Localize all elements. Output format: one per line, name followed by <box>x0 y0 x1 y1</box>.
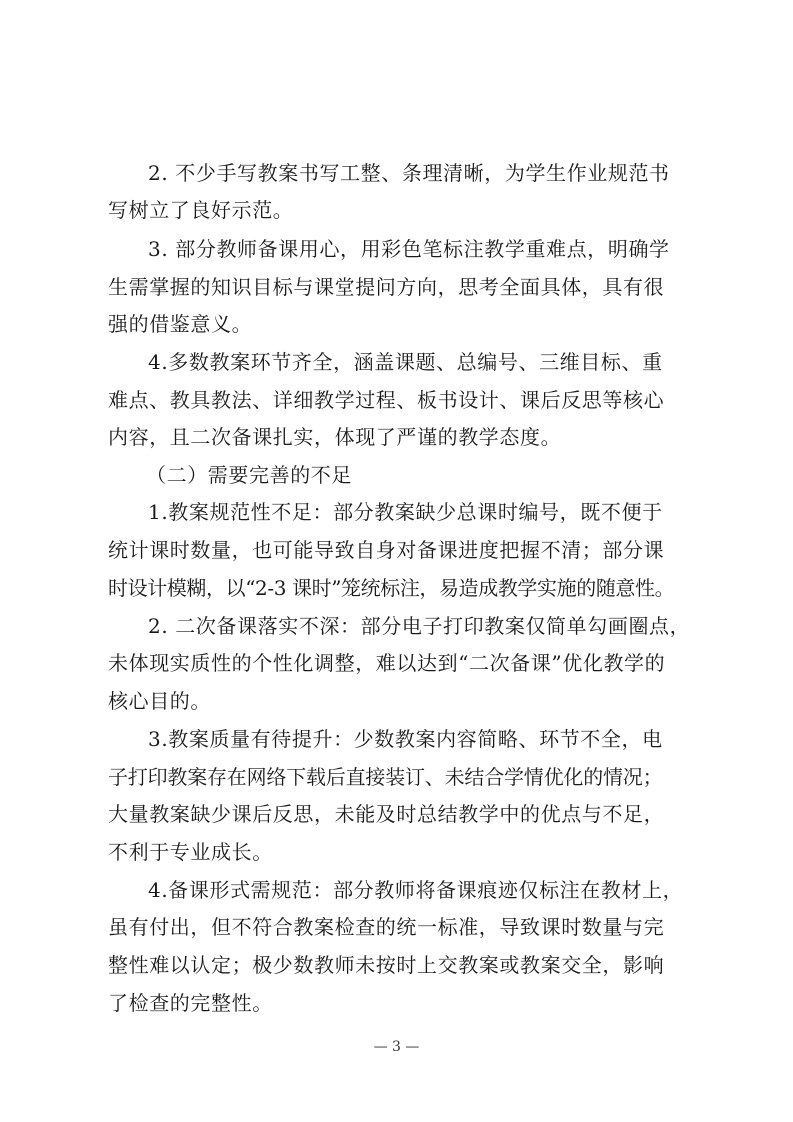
deficiency-2-line-3: 核心目的。 <box>108 689 211 713</box>
deficiency-1-line-2: 统计课时数量，也可能导致自身对备课进度把握不清；部分课 <box>108 538 665 562</box>
deficiency-4-line-1: 4.备课形式需规范：部分教师将备课痕迹仅标注在教材上， <box>148 878 684 902</box>
paragraph-4-line-2: 难点、教具教法、详细教学过程、板书设计、课后反思等核心 <box>108 388 665 412</box>
paragraph-3-line-2: 生需掌握的知识目标与课堂提问方向，思考全面具体，具有很 <box>108 275 665 299</box>
section-heading: （二）需要完善的不足 <box>146 463 352 487</box>
paragraph-3-line-1: 3. 部分教师备课用心，用彩色笔标注教学重难点，明确学 <box>148 237 670 261</box>
deficiency-2-line-1: 2. 二次备课落实不深：部分电子打印教案仅简单勾画圈点， <box>148 614 691 638</box>
deficiency-2-line-2: 未体现实质性的个性化调整，难以达到“二次备课”优化教学的 <box>108 651 666 675</box>
paragraph-4-line-1: 4.多数教案环节齐全，涵盖课题、总编号、三维目标、重 <box>148 350 663 374</box>
deficiency-3-line-2: 子打印教案存在网络下载后直接装订、未结合学情优化的情况； <box>108 765 663 789</box>
deficiency-4-line-4: 了检查的完整性。 <box>108 991 273 1015</box>
deficiency-1-line-1: 1.教案规范性不足：部分教案缺少总课时编号，既不便于 <box>148 500 663 524</box>
deficiency-1-line-3: 时设计模糊，以“2-3 课时”笼统标注，易造成教学实施的随意性。 <box>108 576 675 600</box>
paragraph-2-line-1: 2. 不少手写教案书写工整、条理清晰，为学生作业规范书 <box>148 161 670 185</box>
deficiency-4-line-2: 虽有付出，但不符合教案检查的统一标准，导致课时数量与完 <box>108 915 665 939</box>
deficiency-3-line-4: 不利于专业成长。 <box>108 840 273 864</box>
deficiency-3-line-1: 3.教案质量有待提升：少数教案内容简略、环节不全，电 <box>148 727 663 751</box>
deficiency-3-line-3: 大量教案缺少课后反思，未能及时总结教学中的优点与不足， <box>108 802 665 826</box>
paragraph-3-line-3: 强的借鉴意义。 <box>108 312 253 336</box>
paragraph-2-line-2: 写树立了良好示范。 <box>108 198 294 222</box>
page-number: — 3 — <box>373 1039 420 1055</box>
deficiency-4-line-3: 整性难以认定；极少数教师未按时上交教案或教案交全，影响 <box>108 953 665 977</box>
paragraph-4-line-3: 内容，且二次备课扎实，体现了严谨的教学态度。 <box>108 425 562 449</box>
